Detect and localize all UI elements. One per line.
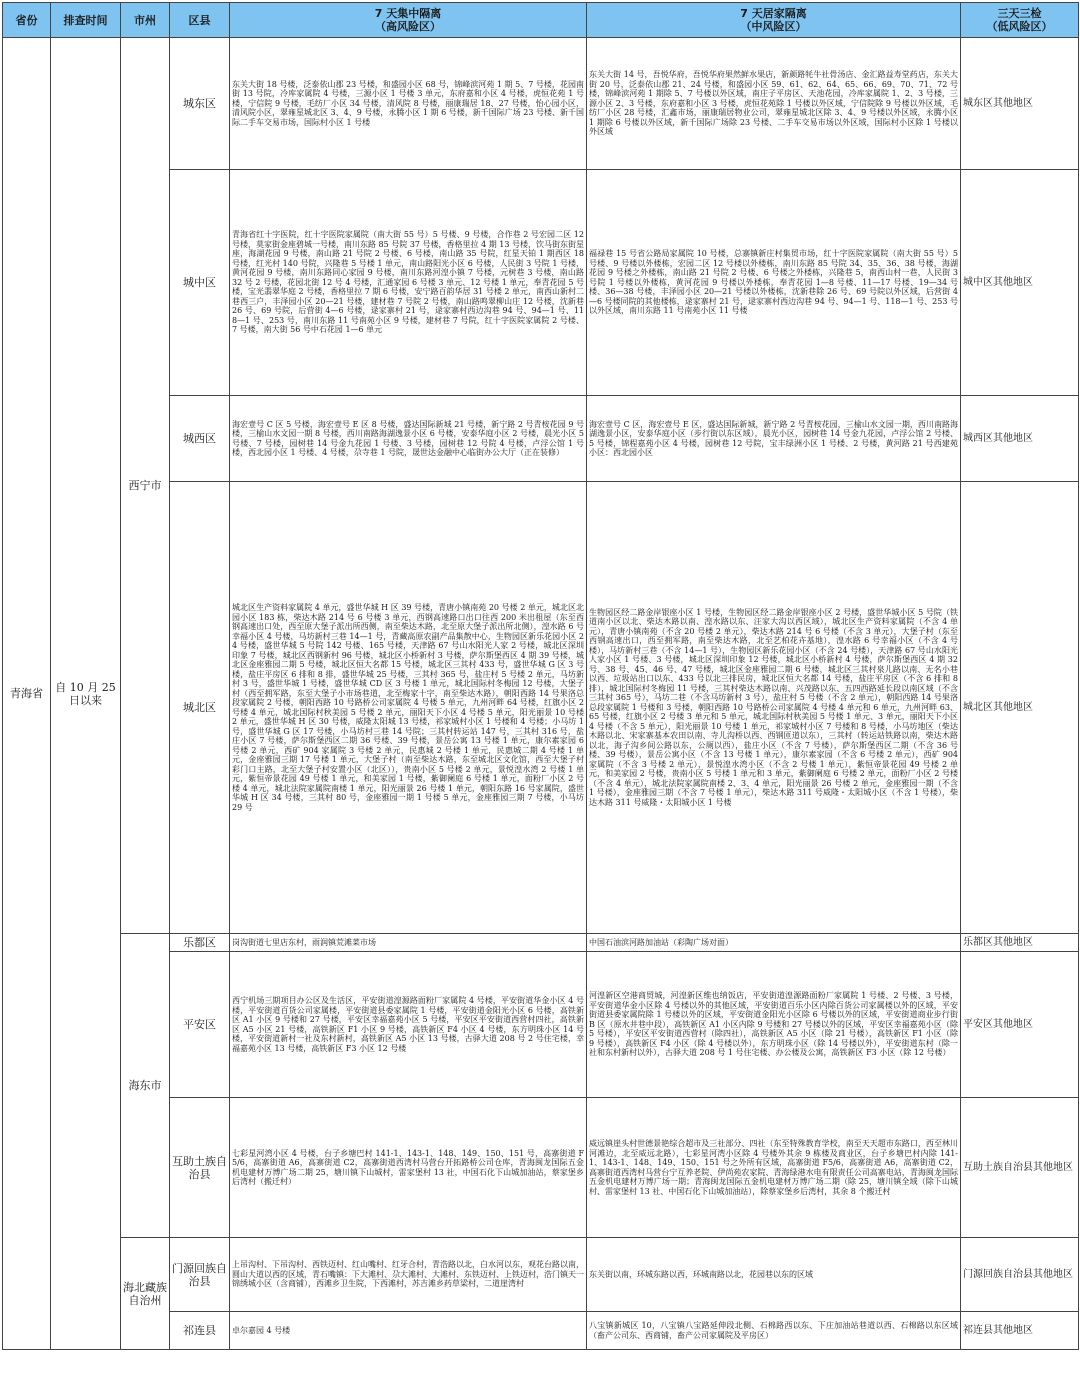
low-risk-cell: 城中区其他地区 [961, 170, 1079, 396]
city-cell-haidong: 海东市 [121, 934, 170, 1238]
table-row [3, 934, 1079, 952]
county-cell: 门源回族自治县 [170, 1238, 230, 1312]
county-cell: 城中区 [170, 170, 230, 396]
low-risk-cell: 祁连县其他地区 [961, 1312, 1079, 1350]
county-cell: 城东区 [170, 38, 230, 170]
high-risk-cell: 城北区生产资料家属院 4 单元，盛世华城 H 区 39 号楼，青唐小镇南苑 20 号楼 2 单元，城北区北园小区 183 栋，柴达木路 214 号 6 号楼 3 单元，西钢高速路口出口往西 200 米出租屋（东至西钢高速出口处，西至原大堡子派出所西侧，南至柴达木路，北至原大堡子派出所北侧），湟水路 6 号幸福小区 4 号楼，马坊新村三巷 14—1 号，青藏高原农副产品集散中心，生物园区新乐花园小区 24 号楼，盛世华城 5 号院 142 号楼、165 号楼，天津路 67 号山水阳光人家 2 号楼，城北区深圳印象 7 号楼，城北区西钢新村 96 号楼，城北区小桥新村 3 号楼，萨尔斯堡西区 4 期 39 号楼，城北区金座雅园二期 5 号楼，城北区恒大名都 15 号楼，城北区三其村 433 号，盛世华城 G 区 3 号楼，盐庄平房区 6 排和 8 排，盛世华城 25 号楼，三其村 365 号，盐庄村 5 号楼 2 单元，马坊新村 3 号，盛世华城 1 号楼，盛世华城 CD 区 3 号楼 1 单元，城北国际村冬梅园 12 号楼，大堡子村（西至拥军路，东至大堡子小市场巷道，北至梅家十字，南至柴达木路），朝阳西路 14 号果洛总段家属院 2 号楼，朝阳西路 10 号路桥公司家属院 4 号楼 5 单元，九州河畔 64 号楼，红旗小区 2 号楼 4 单元，城北国际村秋美园 5 号楼 2 单元，丽阳天下小区 4 号楼 5 单元，阳光丽景 10 号楼 2 单元，盛世华城 H 区 30 号楼，威隆太阳城 13 号楼，祁家城村小区 1 号楼和 4 号楼；小马坊 1 号，盛世华城 G 区 17 号楼，小马坊村三巷 14 号院；三其村转运站 147 号，三其村 316 号，盐庄小区 7 号楼，萨尔斯堡西区二期 36 号楼、39 号楼，景岳公寓 13 号楼 1 单元，康尔素家园 6 号楼 2 单元，西矿 904 家属院 3 号楼 2 单元，民惠城 2 号楼 1 单元，民惠城二期 4 号楼 1 单元，金座雅园三期 17 号楼 1 单元，大堡子村（南至柴达木路，东至城北区文化馆，西至大堡子村彩门口主路，北至大堡子村安置小区（北区）），贵南小区 5 号楼 2 单元，景悦湟水湾 2 号楼 1 单元，紫恒帝景花园 49 号楼 1 单元，和美家园 1 号楼，紫御阑庭 6 号楼 1 单元，面粉厂小区 2 号楼 4 单元，城北法院家属院南楼 1 单元，阳光丽景 26 号楼 1 单元，朝阳东路 16 号家属院，盛世华城 H 区 34 号楼，三其村 80 号，金座雅园一期 1 号楼 5 单元，金座雅园三期 7 号楼，小马坊 29 号 [230, 482, 587, 934]
header-county: 区县 [170, 3, 230, 38]
county-cell: 互助土族自治县 [170, 1098, 230, 1238]
table-row [3, 38, 1079, 170]
county-cell: 城北区 [170, 482, 230, 934]
mid-risk-cell: 中国石油滨河路加油站（彩陶广场对面） [587, 934, 961, 952]
high-risk-cell: 岗沟街道七里店东村，雨润镇荒滩菜市场 [230, 934, 587, 952]
low-risk-cell: 门源回族自治县其他地区 [961, 1238, 1079, 1312]
high-risk-cell: 海宏壹号 C 区 5 号楼，海宏壹号 E 区 8 号楼，盛达国际新城 21 号楼，新宁路 2 号青桉花园 9 号楼，三榆山水文园一期 8 号楼，西川南路海湖逸景小区 6 号楼，安泰华庭小区 2 号楼，晨光小区 5 号楼、7 号楼，园树巷 14 号金九花园 1 号楼、3 号楼，园树巷 12 号院 4 号楼，卢浮公馆 1 号楼，西北园小区 1 号楼、4 号楼，尕寺巷 1 号院，晟世达金融中心临街办公大厅（正在装修） [230, 396, 587, 482]
city-cell-xining: 西宁市 [121, 38, 170, 934]
header-province: 省份 [3, 3, 51, 38]
high-risk-cell: 西宁机场三期项目办公区及生活区，平安街道湟源路面粉厂家属院 4 号楼，平安街道华金小区 4 号楼，平安街道百货公司家属楼，平安街道县委家属院 1 号楼，平安街道金阳光小区 6 号楼，高铁新区 A1 小区 9 号楼和 27 号楼，平安区幸福嘉苑小区 5 号楼，平安区平安街道西营村四社，高铁新区 A5 小区 21 号楼，高铁新区 F1 小区 9 号楼，高铁新区 F4 小区 4 号楼，东方明珠小区 14 号楼，平安街道新村一社及东村新村，高铁新区 A5 小区 13 号楼，古驿大道 208 号 2 号住宅楼，幸福嘉苑小区 13 号楼，高铁新区 F3 小区 12 号楼 [230, 952, 587, 1098]
low-risk-cell: 平安区其他地区 [961, 952, 1079, 1098]
header-row [3, 3, 1079, 38]
header-city: 市州 [121, 3, 170, 38]
time-cell: 自 10 月 25 日以来 [51, 38, 121, 1350]
high-risk-cell: 七彩星河湾小区 4 号楼，台子乡塘巴村 141-1、143-1、148、149、150、151 号，高寨街道 F5/6，高寨街道 A6，高寨街道 C2，高寨街道西湾村马营台开拓路桥公司仓库，青海闽龙国际五金机电建材万博广场二期 25，塘川镇下山城村，雷家堡村 13 社，中国石化下山城加油站，蔡家堡乡后湾村（搬迁村） [230, 1098, 587, 1238]
mid-risk-cell: 威远镇崖头村世德景艳综合超市及三社部分、四社（东至特殊教育学校，南至天天超市东路口，西至林川河滩边，北至威远北路），七彩星河湾小区除 4 号楼外其余 9 栋楼及商业区，台子乡塘巴村内除 141-1、143-1、148、149、150、151 号之外所有区域，高寨街道 F5/6，高寨街道 A6，高寨街道 C2，高寨街道西湾村马营台宁互养老院、伊尚苑农家院、青海绿港水电有限责任公司高寨电站，青海闽龙国际五金机电建材万博广场一期；青海闽龙国际五金机电建材万博广场二期（除 25，塘川镇全域（除下山城村、雷家堡村 13 社、中国石化下山城加油站），除蔡家堡乡后湾村，其余 8 个搬迁村 [587, 1098, 961, 1238]
mid-risk-cell: 八宝镇新城区 10，八宝镇八宝路延伸段北侧、石棉路西以东、下庄加油站巷道以西、石棉路以东区域（畜产公司东、西商铺，畜产公司家属院及平房区） [587, 1312, 961, 1350]
low-risk-cell: 城东区其他地区 [961, 38, 1079, 170]
table-row [3, 1238, 1079, 1312]
mid-risk-cell: 福禄巷 15 号省公路局家属院 10 号楼，总寨镇新庄村集贸市场，红十字医院家属院（南大街 55 号）5 号楼、9 号楼以外楼栋，宏园二区 12 号楼以外楼栋，南川东路 85 号院 34、35、36、38 号楼，海湖花园 9 号楼之外楼栋，南山路 21 号院 2 号楼、6 号楼之外楼栋，兴隆巷 5，南西山村一巷，人民街 3 号院 1 号楼以外楼栋，黄河花园 9 号楼以外楼栋，奉青花园 1—8 号楼、11—17 号楼、19—34 号楼、36—38 号楼，丰泽园小区 20—21 号楼以外楼栋，沈新巷除 26 号、69 号院以外区域，后营街 4—6 号楼同院的其他楼栋，逯家寨村 21 号，逯家寨村西边沟巷 94 号、94—1 号、118—1 号、253 号以外区域，南川东路 11 号南苑小区 11 号楼 [587, 170, 961, 396]
county-cell: 祁连县 [170, 1312, 230, 1350]
county-cell: 平安区 [170, 952, 230, 1098]
header-high-risk: 7 天集中隔离 （高风险区） [230, 3, 587, 38]
mid-risk-cell: 河湟新区空港商贸城，河湟新区维也纳饭店，平安街道湟源路面粉厂家属院 1 号楼、2 号楼、3 号楼，平安街道华金小区除 4 号楼以外的其他区域，平安街道百乐小区内除百货公司家属楼以外的区域，平安街道县委家属院除 1 号楼以外的区域，平安街道金阳光小区除 6 号楼以外的区域，平安街道商业步行街 B 区（原水井巷中段），高铁新区 A1 小区内除 9 号楼和 27 号楼以外的区域，平安区幸福嘉苑小区（除 5 号楼），平安区平安街道西营村（除四社），高铁新区 A5 小区（除 21 号楼），高铁新区 F1 小区（除 9 号楼），高铁新区 F4 小区（除 4 号楼以外），东方明珠小区（除 14 号楼以外），平安街道东村（除一社和东村新村以外），古驿大道 208 号 1 号住宅楼、办公楼及公寓，高铁新区 F3 小区（除 12 号楼） [587, 952, 961, 1098]
mid-risk-cell: 生物园区经二路金岸银座小区 1 号楼，生物园区经二路金岸银座小区 2 号楼，盛世华城小区 5 号院（铁道南小区以北、柴达木路以南、湟水路以东、汪家大沟以西区域），城北区生产资料家属院（不含 4 单元），青唐小镇南苑（不含 20 号楼 2 单元），柴达木路 214 号 6 号楼（不含 3 单元），大堡子村（东至西钢高速出口，西至拥军路，南至柴达木路，北至艺柏花卉基地），湟水路 6 号幸福小区（不含 4 号楼），马坊新村三巷（不含 14—1 号），生物园区新乐花园小区（不含 24 号楼），天津路 67 号山水阳光人家小区 1 号楼、3 号楼，城北区深圳印象 12 号楼，城北区小桥新村 4 号楼，萨尔斯堡西区 4 期 32 号、38 号、45、46 号、47 号楼，城北区金座雅园二期 6 号楼，城北区三其村泉儿路以南、无名小巷以西、垃圾站出口以东、433 号以北三排民房，城北区恒大名都 14 号楼，盐庄平房区（不含 6 排和 8 排），城北国际村冬梅园 11 号楼，三其村柴达木路以南、兴茂路以东、五四西路延长段以南区域（不含三其村 365 号），马坊二巷（不含马坊新村 3 号），盐庄村 5 号楼（不含 2 单元），朝阳西路 14 号果洛总段家属院 1 号楼和 3 号楼，朝阳西路 10 号路桥公司家属院 4 号楼 4 单元和 6 单元，九州河畔 63、65 号楼，红旗小区 2 号楼 3 单元和 5 单元，城北国际村秋美园 5 号楼 1 单元、3 单元，丽阳天下小区 4 号楼（不含 5 单元），阳光丽景 10 号楼 1 单元，祁家城村小区 7 号楼和 8 号楼，小马坊地区（柴达木路以北、宋家寨基本农田以南、寺儿沟桥以西、西钢匝道以东），三其村（转运站铁路以南，柴达木路以北，海子沟乡间公路以东，公厕以西），盐庄小区（不含 7 号楼），萨尔斯堡西区二期（不含 36 号楼、39 号楼），景岳公寓小区（不含 13 号楼 1 单元），康尔素家园（不含 6 号楼 2 单元），西矿 904 家属院（不含 3 号楼 2 单元），景悦湟水湾小区（不含 2 号楼 1 单元），紫恒帝景花园 49 号楼 2 单元，和美家园 2 号楼，贵南小区 5 号楼 1 单元和 3 单元，紫御阑庭 6 号楼 2 单元，面粉厂小区 2 号楼（不含 4 单元），城北法院家属院南楼 2、3、4 单元，阳光丽景 26 号楼 2 单元，金座雅园一期（不含 1 号楼），金座雅园三期（不含 7 号楼 1 单元），柴达木路 311 号威隆・太阳城小区（不含 1 号楼），柴达木路 311 号威隆・太阳城小区 1 号楼 [587, 482, 961, 934]
high-risk-cell: 东关大街 18 号楼，泛泰依山郡 23 号楼，和盛园小区 68 号，锦峰滨河苑 1 期 5、7 号楼，花园南街 13 号院，冷库家属院 4 号楼，三源小区 1 号楼 3 单元，东府嘉和小区 4 号楼，虎恒花苑 1 号楼，宁信院 9 号楼，毛纺厂小区 34 号楼，清风院 8 号楼，丽康瑞居 18、27 号楼，怡心园小区，清风院小区，翠雍星城北区 3、4、9 号楼，永腾小区 1 期 6 号楼，新千国际广场 23 号楼、新千国际二手车交易市场，国际村小区 1 号楼 [230, 38, 587, 170]
mid-risk-cell: 海宏壹号 C 区，海宏壹号 E 区，盛达国际新城，新宁路 2 号青桉花园，三榆山水文园一期，西川南路海湖逸景小区，安泰华庭小区（步行街以东区域），晨光小区，园树巷 14 号金九花园，卢浮公馆 2 号楼、5 号楼，锦程嘉苑小区 4 号楼，园树巷 12 号院，宝丰绿洲小区 1 号楼、2 号楼，黄河路 21 号西建苑小区：西北园小区 [587, 396, 961, 482]
header-mid-risk: 7 天居家隔离 （中风险区） [587, 3, 961, 38]
city-cell-haibei: 海北藏族自治州 [121, 1238, 170, 1350]
low-risk-cell: 乐都区其他地区 [961, 934, 1079, 952]
county-cell: 乐都区 [170, 934, 230, 952]
header-time: 排查时间 [51, 3, 121, 38]
low-risk-cell: 城北区其他地区 [961, 482, 1079, 934]
high-risk-cell: 卓尔嘉园 4 号楼 [230, 1312, 587, 1350]
mid-risk-cell: 东关街以南，环城东路以西，环城南路以北，花园巷以东的区域 [587, 1238, 961, 1312]
header-low-risk: 三天三检 （低风险区） [961, 3, 1079, 38]
risk-area-table [2, 2, 1079, 1350]
low-risk-cell: 城西区其他地区 [961, 396, 1079, 482]
county-cell: 城西区 [170, 396, 230, 482]
low-risk-cell: 互助土族自治县其他地区 [961, 1098, 1079, 1238]
high-risk-cell: 上吊沟村、下吊沟村、西铁迈村、红山嘴村、红牙合村，青浩路以北，白水河以东，观花台路以南，圆山大道以西的区域，青石嘴镇：下大滩村、尕大滩村、大滩村、东铁迈村、上铁迈村，浩门镇天一锦绣城小区（含商铺），西滩乡卫生院，下西滩村，苏吉滩乡药草梁村，二道崖湾村 [230, 1238, 587, 1312]
mid-risk-cell: 东关大街 14 号，吾悦华府，吾悦华府果然鲜水果店，新颜路牦牛社骨汤店、金汇路益寿堂药店，东关大街 20 号，泛泰依山郡 21、24 号楼，和盛园小区 59、61、62、64、65、66、69、70、71、72 号楼，锦峰滨河苑 1 期除 5、7 号楼以外区域，南庄子平房区、天池花园，冷库家属院 1、2、3 号楼，三源小区 2、3 号楼，东府嘉和小区 3 号楼，虎恒花苑除 1 号楼以外区域，宁信院除 9 号楼以外区域，毛纺厂小区 28 号楼，汇鑫市场，丽康瑞居物业公司，翠雍星城北区除 3、4、9 号楼以外区域，永腾小区 1 期除 6 号楼以外区域，新千国际广场除 23 号楼、二手车交易市场以外区域，国际村小区除 1 号楼以外区域 [587, 38, 961, 170]
high-risk-cell: 青海省红十字医院，红十字医院家属院（南大街 55 号）5 号楼、9 号楼，合作巷 2 号宏园二区 12 号楼，莫家街金座碧城一号楼，南川东路 85 号院 37 号楼，香格里拉 4 期 13 号楼，饮马街东街星座，海湖花园 9 号楼，南山路 21 号院 2 号楼、6 号楼，南山路 35 号院，红星天铂 1 期西区 18 号楼，红光村 140 号院，兴隆巷 5 号楼 1 单元，南山路阳光小区 6 号楼，人民街 3 号院 1 号楼，黄河花园 9 号楼，南川东路同心家园 9 号楼，南川东路河湟小镇 7 号楼，元树巷 3 号楼，南山路 32 号 2 号楼，花园北街 12 号 4 号楼，汇通家园 6 号楼 3 单元、12 号楼 1 单元，奉青花园 5 号楼，宝光翡翠华庭 2 号楼，香格里拉 7 期 6 号楼，安宁路百韵华居 31 号楼 2 单元，南西山新村二巷西三户，丰泽园小区 20—21 号楼，建材巷 7 号院 2 号楼，南山路鸣翠柳山庄 12 号楼，沈新巷 26 号、69 号院，后营街 4—6 号楼，逯家寨村 21 号，逯家寨村西边沟巷 94 号、94—1 号、118—1 号、253 号，南川东路 11 号南苑小区 9 号楼，建材巷 7 号院，红十字医院家属院 2 号楼、7 号楼，南大街 56 号中石花园 1—6 单元 [230, 170, 587, 396]
province-cell: 青海省 [3, 38, 51, 1350]
